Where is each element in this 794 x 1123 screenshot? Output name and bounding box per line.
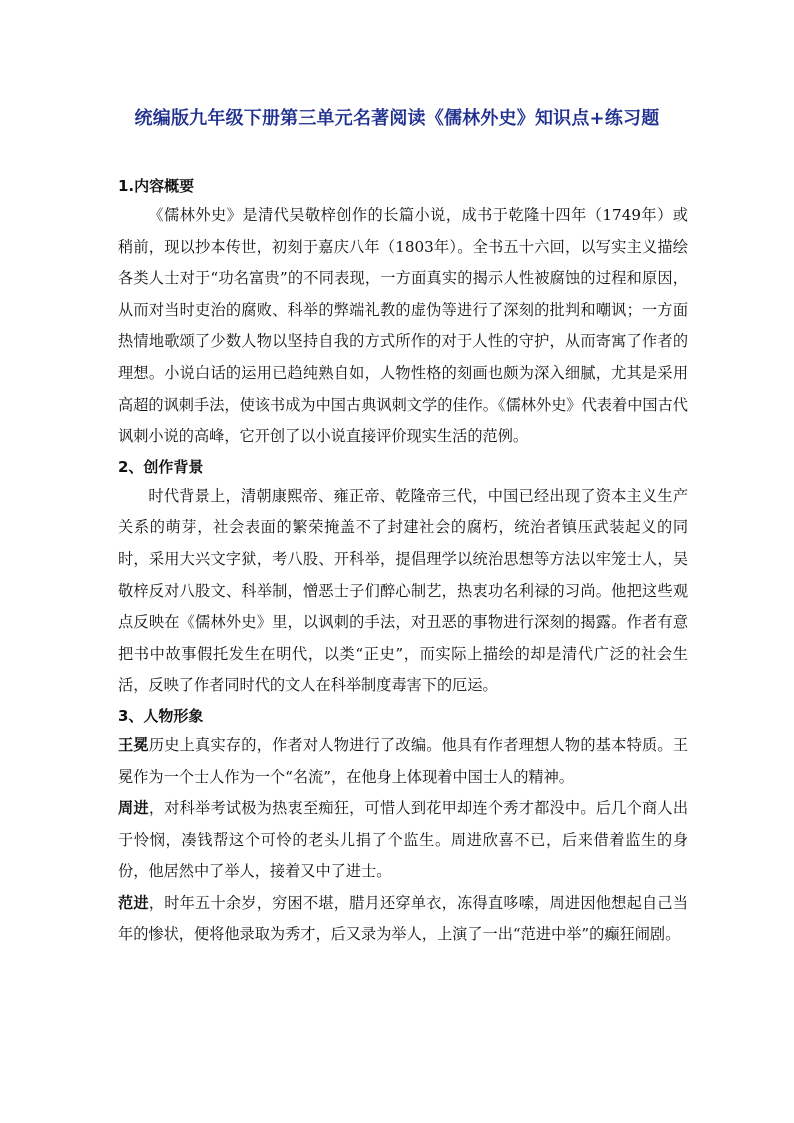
character-name: 王冕 — [118, 735, 149, 754]
character-description: ，时年五十余岁，穷困不堪，腊月还穿单衣，冻得直哆嗦，周进因他想起自己当年的惨状，便将他录取为秀才，后又录为举人，上演了一出“范进中举”的癫狂闹剧。 — [118, 893, 689, 944]
character-description: 历史上真实存的，作者对人物进行了改编。他具有作者理想人物的基本特质。王冕作为一个士人作为一个“名流”，在他身上体现着中国士人的精神。 — [118, 735, 689, 786]
section-heading: 1.内容概要 — [118, 177, 195, 195]
section-content-summary — [118, 172, 688, 453]
section-heading: 2、创作背景 — [118, 457, 204, 476]
character-description: ，对科举考试极为热衷至痴狂，可惜人到花甲却连个秀才都没中。后几个商人出于怜悯，凑钱帮这个可怜的老头儿捐了个监生。周进欣喜不已，后来借着监生的身份，他居然中了举人，接着又中了进士。 — [118, 799, 689, 881]
document-title: 统编版九年级下册第三单元名著阅读《儒林外史》知识点+练习题 — [134, 108, 660, 129]
character-entry-fanjin — [118, 888, 688, 951]
character-name: 范进 — [118, 893, 149, 912]
section-characters — [118, 702, 688, 951]
section-creation-background — [118, 453, 688, 702]
character-entry-wangmian — [118, 730, 688, 793]
character-entry-zhoujin — [118, 793, 688, 888]
section-heading: 3、人物形象 — [118, 706, 204, 725]
paragraph: 《儒林外史》是清代吴敬梓创作的长篇小说，成书于乾隆十四年（1749年）或稍前，现以抄本传世，初刻于嘉庆八年（1803年）。全书五十六回，以写实主义描绘各类人士对于“功名富贵”的不同表现，一方面真实的揭示人性被腐蚀的过程和原因，从而对当时吏治的腐败、科举的弊端礼教的虚伪等进行了深刻的批判和嘲讽；一方面热情地歌颂了少数人物以坚持自我的方式所作的对于人性的守护，从而寄寓了作者的理想。小说白话的运用已趋纯熟自如，人物性格的刻画也颇为深入细腻，尤其是采用高超的讽刺手法，使该书成为中国古典讽刺文学的佳作。《儒林外史》代表着中国古代讽刺小说的高峰，它开创了以小说直接评价现实生活的范例。 — [118, 206, 688, 446]
character-name: 周进 — [118, 799, 149, 818]
paragraph: 时代背景上，清朝康熙帝、雍正帝、乾隆帝三代，中国已经出现了资本主义生产关系的萌芽，社会表面的繁荣掩盖不了封建社会的腐朽，统治者镇压武装起义的同时，采用大兴文字狱，考八股、开科举，提倡理学以统治思想等方法以牢笼士人，吴敬梓反对八股文、科举制，憎恶士子们醉心制艺，热衷功名利禄的习尚。他把这些观点反映在《儒林外史》里，以讽刺的手法，对丑恶的事物进行深刻的揭露。作者有意把书中故事假托发生在明代，以类“正史”，而实际上描绘的却是清代广泛的社会生活，反映了作者同时代的文人在科举制度毒害下的厄运。 — [118, 486, 688, 695]
document-body — [118, 172, 688, 951]
